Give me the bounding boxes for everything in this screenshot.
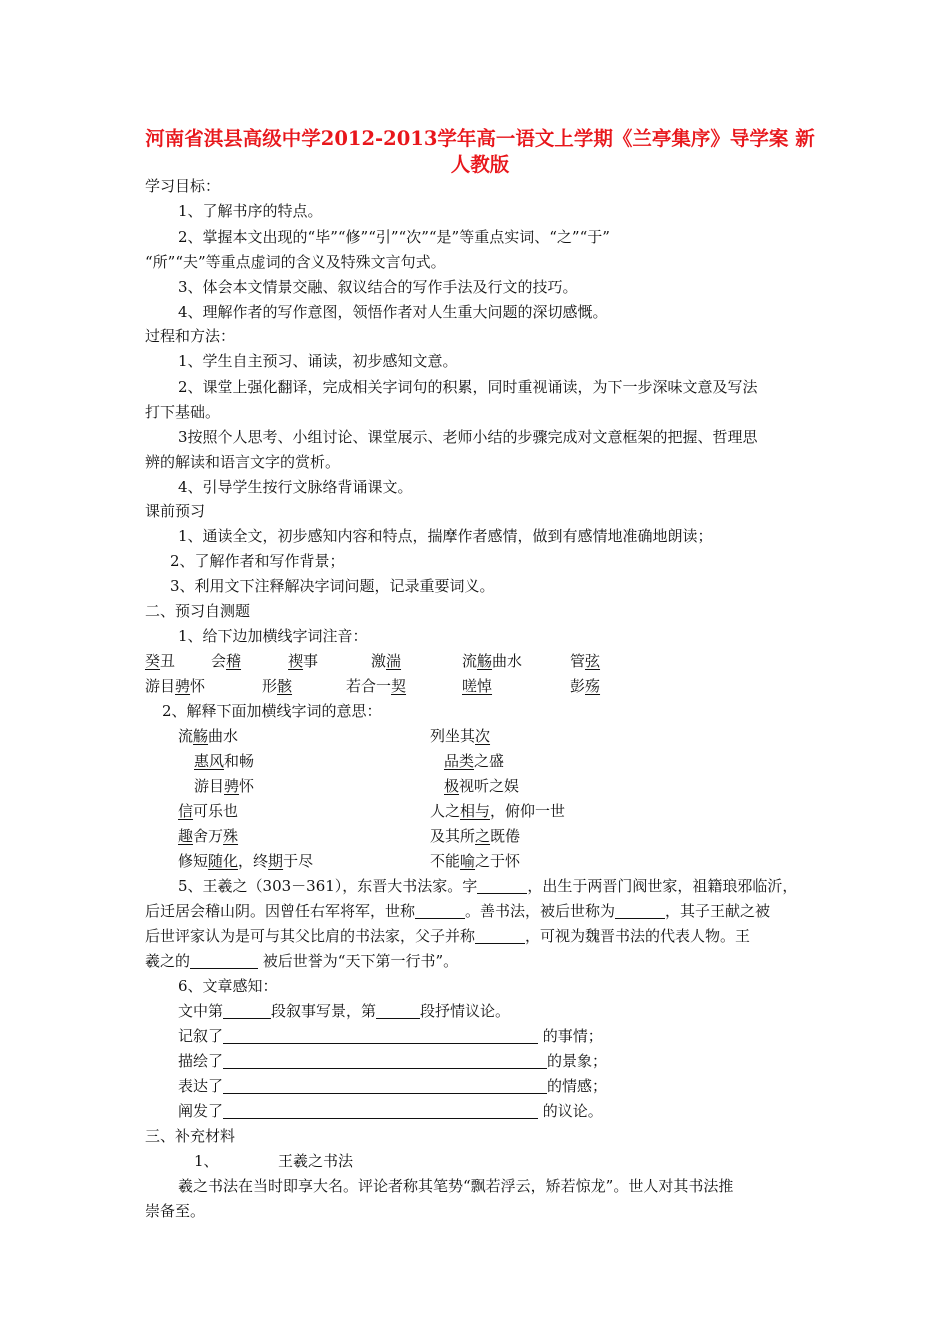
underlined-char: 喻 <box>460 852 476 870</box>
fill-in-blank[interactable] <box>415 902 465 919</box>
definition-item: 游目骋怀 <box>194 777 255 795</box>
process-item-continued: 辨的解读和语言文字的赏析。 <box>145 453 341 471</box>
section-heading-preview: 课前预习 <box>145 502 206 520</box>
definition-item: 及其所之既倦 <box>430 827 521 845</box>
pinyin-word: 禊事 <box>288 652 319 670</box>
process-item: 2、课堂上强化翻译，完成相关字词句的积累，同时重视诵读，为下一步深味文意及写法 <box>178 378 758 396</box>
pinyin-word <box>462 676 492 696</box>
underlined-char: 弦 <box>585 652 601 670</box>
fill-in-blank[interactable] <box>615 902 665 919</box>
definition-item: 惠风和畅 <box>194 752 255 770</box>
question-5-line: 羲之的 被后世誉为“天下第一行书”。 <box>145 952 459 970</box>
supplement-paragraph: 羲之书法在当时即享大名。评论者称其笔势“飘若浮云，矫若惊龙”。世人对其书法推 <box>178 1177 734 1195</box>
underlined-char: 契 <box>391 677 407 695</box>
section-heading-objectives: 学习目标： <box>145 177 221 195</box>
section-heading-selftest: 二、预习自测题 <box>145 602 251 620</box>
underlined-char: 觞 <box>477 652 493 670</box>
underlined-char: 嗟 <box>462 677 478 695</box>
pinyin-word: 激湍 <box>371 652 402 670</box>
definition-item: 信可乐也 <box>178 802 239 820</box>
objective-item-continued: “所”“夫”等重点虚词的含义及特殊文言句式。 <box>145 253 446 271</box>
underlined-char: 相与 <box>460 802 491 820</box>
question-1-prompt: 1、给下边加横线字词注音： <box>178 627 368 645</box>
process-item-continued: 打下基础。 <box>145 403 221 421</box>
section-heading-supplement: 三、补充材料 <box>145 1127 236 1145</box>
definition-item: 极视听之娱 <box>444 777 520 795</box>
question-5-line: 5、王羲之（303－361），东晋大书法家。字 ，出生于两晋门阀世家，祖籍琅邪临沂， <box>178 877 798 895</box>
underlined-char: 期 <box>268 852 284 870</box>
underlined-char: 癸 <box>145 652 161 670</box>
process-item: 3按照个人思考、小组讨论、课堂展示、老师小结的步骤完成对文意框架的把握、哲理思 <box>178 428 758 446</box>
pinyin-word: 若合一契 <box>346 677 407 695</box>
document-title: 河南省淇县高级中学2012-2013学年高一语文上学期《兰亭集序》导学案 新人教版 <box>145 127 815 176</box>
question-6-line: 表达了 的情感； <box>178 1077 608 1095</box>
underlined-char: 极 <box>444 777 460 795</box>
definition-item: 趣舍万殊 <box>178 827 239 845</box>
question-6-line: 文中第 段叙事写景，第 段抒情议论。 <box>178 1002 511 1020</box>
definition-item: 流觞曲水 <box>178 727 239 745</box>
definition-item: 列坐其次 <box>430 727 491 745</box>
underlined-char: 骋 <box>175 677 191 695</box>
pinyin-word: 彭殇 <box>570 677 601 695</box>
underlined-char: 稽 <box>226 652 242 670</box>
pinyin-word: 流觞曲水 <box>462 652 523 670</box>
question-6-line: 描绘了 的景象； <box>178 1052 608 1070</box>
underlined-char: 惠风 <box>194 752 225 770</box>
objective-item: 3、体会本文情景交融、叙议结合的写作手法及行文的技巧。 <box>178 278 578 296</box>
underlined-char: 次 <box>475 727 491 745</box>
underlined-char: 趣 <box>178 827 194 845</box>
question-6-prompt: 6、文章感知： <box>178 977 278 995</box>
pinyin-word: 形骸 <box>262 677 293 695</box>
underlined-char: 品类 <box>444 752 475 770</box>
underlined-char: 骸 <box>277 677 293 695</box>
underlined-char: 殇 <box>585 677 601 695</box>
underlined-char: 信 <box>178 802 194 820</box>
question-5-line: 后世评家认为是可与其父比肩的书法家，父子并称 ，可视为魏晋书法的代表人物。王 <box>145 927 751 945</box>
fill-in-blank[interactable] <box>223 1052 547 1069</box>
supplement-paragraph-continued: 崇备至。 <box>145 1202 206 1220</box>
definition-item: 修短随化，终期于尽 <box>178 852 314 870</box>
fill-in-blank[interactable] <box>475 927 525 944</box>
underlined-char: 之 <box>475 827 491 845</box>
fill-in-blank[interactable] <box>223 1002 271 1019</box>
fill-in-blank[interactable] <box>477 877 527 894</box>
process-item: 4、引导学生按行文脉络背诵课文。 <box>178 478 413 496</box>
underlined-char: 骋 <box>224 777 240 795</box>
fill-in-blank[interactable] <box>376 1002 420 1019</box>
fill-in-blank[interactable] <box>223 1077 547 1094</box>
underlined-char: 觞 <box>193 727 209 745</box>
preview-item: 1、通读全文，初步感知内容和特点，揣摩作者感情，做到有感情地准确地朗读； <box>178 527 713 545</box>
definition-item: 不能喻之于怀 <box>430 852 521 870</box>
fill-in-blank[interactable] <box>223 1027 538 1044</box>
preview-item: 2、了解作者和写作背景； <box>170 552 345 570</box>
process-item: 1、学生自主预习、诵读，初步感知文意。 <box>178 352 458 370</box>
objective-item: 4、理解作者的写作意图，领悟作者对人生重大问题的深切感慨。 <box>178 303 608 321</box>
question-5-line: 后迁居会稽山阴。因曾任右军将军，世称 。善书法，被后世称为 ，其子王献之被 <box>145 902 771 920</box>
fill-in-blank[interactable] <box>190 952 258 969</box>
preview-item: 3、利用文下注释解决字词问题，记录重要词义。 <box>170 577 495 595</box>
question-6-line: 记叙了 的事情； <box>178 1027 603 1045</box>
underlined-char: 殊 <box>223 827 239 845</box>
underlined-char: 随化 <box>208 852 239 870</box>
supplement-subheading-number: 1、 <box>194 1152 219 1170</box>
pinyin-word: 管弦 <box>570 652 601 670</box>
pinyin-word: 癸丑 <box>145 652 176 670</box>
underlined-char: 禊 <box>288 652 304 670</box>
section-heading-process: 过程和方法： <box>145 327 236 345</box>
underlined-char: 悼 <box>477 677 493 695</box>
question-2-prompt: 2、解释下面加横线字词的意思： <box>162 702 382 720</box>
definition-item: 人之相与，俯仰一世 <box>430 802 566 820</box>
question-6-line: 阐发了 的议论。 <box>178 1102 603 1120</box>
supplement-subheading: 王羲之书法 <box>278 1152 354 1170</box>
objective-item: 1、了解书序的特点。 <box>178 202 323 220</box>
objective-item: 2、掌握本文出现的“毕”“修”“引”“次”“是”等重点实词、“之”“于” <box>178 228 610 246</box>
pinyin-word: 游目骋怀 <box>145 677 206 695</box>
underlined-char: 湍 <box>386 652 402 670</box>
definition-item: 品类之盛 <box>444 752 505 770</box>
fill-in-blank[interactable] <box>223 1102 538 1119</box>
pinyin-word: 会稽 <box>211 652 242 670</box>
